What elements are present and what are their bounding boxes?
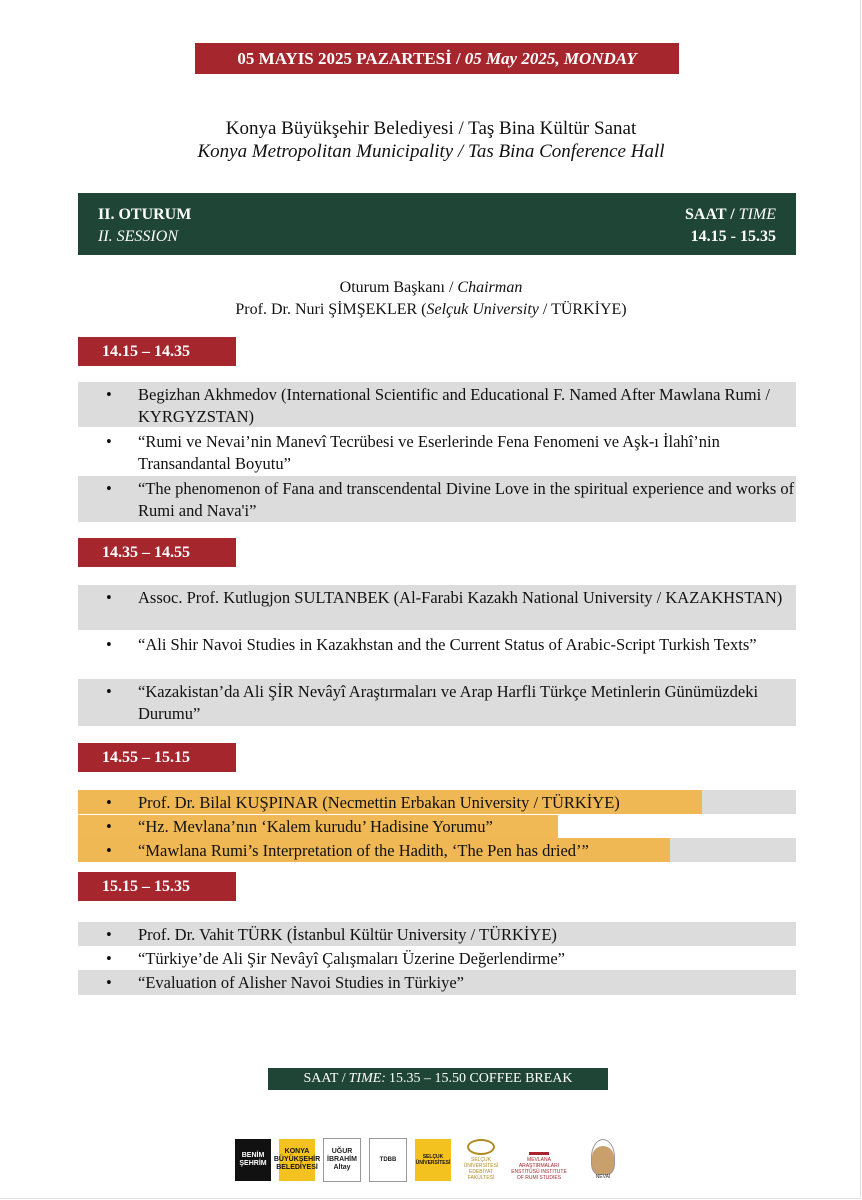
chair-name [0, 301, 862, 319]
presenter: Prof. Dr. Vahit TÜRK (İstanbul Kültür University / TÜRKİYE) [138, 925, 557, 944]
date-banner [195, 43, 679, 74]
date-english: 05 May 2025, MONDAY [464, 48, 637, 68]
logo-text: MEVLANA ARAŞTIRMALARI ENSTİTÜSÜ INSTITUTE OF RUMI STUDIES [511, 1157, 567, 1181]
chair-institution: Selçuk University [426, 301, 539, 318]
seal-icon [467, 1139, 495, 1155]
logo-text: SELÇUK ÜNİVERSİTESİ EDEBİYAT FAKÜLTESİ [463, 1157, 499, 1181]
list-item [78, 382, 796, 427]
bullet: • [106, 793, 112, 812]
slot-time-4: 15.15 – 15.35 [78, 872, 236, 901]
session-time-range: 14.15 - 15.35 [690, 228, 776, 245]
list-item [78, 814, 796, 838]
paper-title-en: “Evaluation of Alisher Navoi Studies in Türkiye” [138, 973, 464, 992]
bullet: • [106, 682, 112, 701]
bullet: • [106, 949, 112, 968]
coffee-text: 15.35 – 15.50 COFFEE BREAK [388, 1071, 573, 1086]
logo-text: NEVAİ [595, 1174, 611, 1180]
list-item [78, 790, 796, 814]
chair-label-english: Chairman [457, 279, 523, 296]
time-label-turkish: SAAT / [685, 206, 735, 223]
paper-title-en: “The phenomenon of Fana and transcendental Divine Love in the spiritual experience and works of Rumi and Nava'i” [138, 479, 795, 520]
list-item [78, 429, 796, 474]
list-item [78, 476, 796, 522]
session-header [78, 193, 796, 255]
benim-sehrim-logo [235, 1139, 271, 1181]
bullet: • [106, 817, 112, 836]
bullet: • [106, 841, 112, 860]
konya-bb-logo [273, 1139, 321, 1181]
session-title-english: II. SESSION [98, 228, 178, 245]
slot-time-3: 14.55 – 15.15 [78, 743, 236, 772]
presenter: Begizhan Akhmedov (International Scientific and Educational F. Named After Mawlana Rumi / KYRGYZSTAN) [138, 385, 770, 426]
sponsor-logos [235, 1136, 631, 1184]
bullet: • [106, 588, 112, 607]
paper-title-en: “Ali Shir Navoi Studies in Kazakhstan and the Current Status of Arabic-Script Turkish Texts” [138, 635, 757, 654]
list-item [78, 585, 796, 630]
time-label-english: TIME [738, 206, 776, 223]
bullet: • [106, 635, 112, 654]
slot-time-1: 14.15 – 14.35 [78, 337, 236, 366]
paper-title-tr: “Rumi ve Nevai’nin Manevî Tecrübesi ve Eserlerinde Fena Fenomeni ve Aşk-ı İlahî’nin Transandantal Boyutu” [138, 432, 720, 473]
logo-text: TDBB [379, 1157, 397, 1163]
list-item [78, 922, 796, 946]
coffee-break-banner [268, 1068, 608, 1090]
nevai-logo [575, 1139, 631, 1181]
pen-icon [529, 1139, 549, 1155]
paper-title-en: “Mawlana Rumi’s Interpretation of the Hadith, ‘The Pen has dried’” [138, 841, 589, 860]
selcuk-university-logo [415, 1139, 451, 1181]
ugur-ibrahim-altay-logo [323, 1138, 361, 1182]
coffee-saat: SAAT / [303, 1071, 346, 1086]
bullet: • [106, 479, 112, 498]
paper-title-tr: “Hz. Mevlana’nın ‘Kalem kurudu’ Hadisine Yorumu” [138, 817, 493, 836]
list-item [78, 679, 796, 726]
coffee-time-word: TIME: [348, 1071, 386, 1086]
session-title [98, 204, 191, 248]
logo-text: SELÇUK ÜNİVERSİTESİ [415, 1154, 451, 1166]
paper-title-tr: “Kazakistan’da Ali ŞİR Nevâyî Araştırmaları ve Arap Harfli Türkçe Metinlerin Günümüzdeki Durumu” [138, 682, 759, 723]
date-turkish: 05 MAYIS 2025 PAZARTESİ / [237, 48, 461, 68]
list-item [78, 946, 796, 970]
venue-english: Konya Metropolitan Municipality / Tas Bina Conference Hall [197, 141, 665, 162]
list-item [78, 632, 796, 677]
chair-label-turkish: Oturum Başkanı / [339, 279, 454, 296]
bullet: • [106, 385, 112, 404]
chair-label [0, 279, 862, 297]
venue-turkish: Konya Büyükşehir Belediyesi / Taş Bina Kültür Sanat [225, 118, 637, 139]
session-time [685, 204, 776, 248]
portrait-icon [592, 1140, 614, 1174]
tdbb-logo [369, 1138, 407, 1182]
rumi-studies-institute-logo [511, 1139, 567, 1181]
logo-text: KONYA BÜYÜKŞEHİR BELEDİYESİ [273, 1148, 321, 1171]
bullet: • [106, 925, 112, 944]
presenter: Prof. Dr. Bilal KUŞPINAR (Necmettin Erbakan University / TÜRKİYE) [138, 793, 620, 812]
bullet: • [106, 973, 112, 992]
selcuk-literature-faculty-logo [459, 1139, 503, 1181]
presenter: Assoc. Prof. Kutlugjon SULTANBEK (Al-Farabi Kazakh National University / KAZAKHSTAN) [138, 588, 783, 607]
session-title-turkish: II. OTURUM [98, 206, 192, 223]
logo-text: UĞUR İBRAHİM Altay [327, 1148, 357, 1171]
chair-country: / TÜRKİYE) [538, 301, 627, 318]
chair-name-text: Prof. Dr. Nuri ŞİMŞEKLER ( [235, 301, 427, 318]
list-item [78, 838, 796, 862]
slot-time-2: 14.35 – 14.55 [78, 538, 236, 567]
bullet: • [106, 432, 112, 451]
logo-text: BENİM ŞEHRİM [239, 1152, 267, 1167]
list-item [78, 970, 796, 995]
paper-title-tr: “Türkiye’de Ali Şir Nevâyî Çalışmaları Üzerine Değerlendirme” [138, 949, 566, 968]
